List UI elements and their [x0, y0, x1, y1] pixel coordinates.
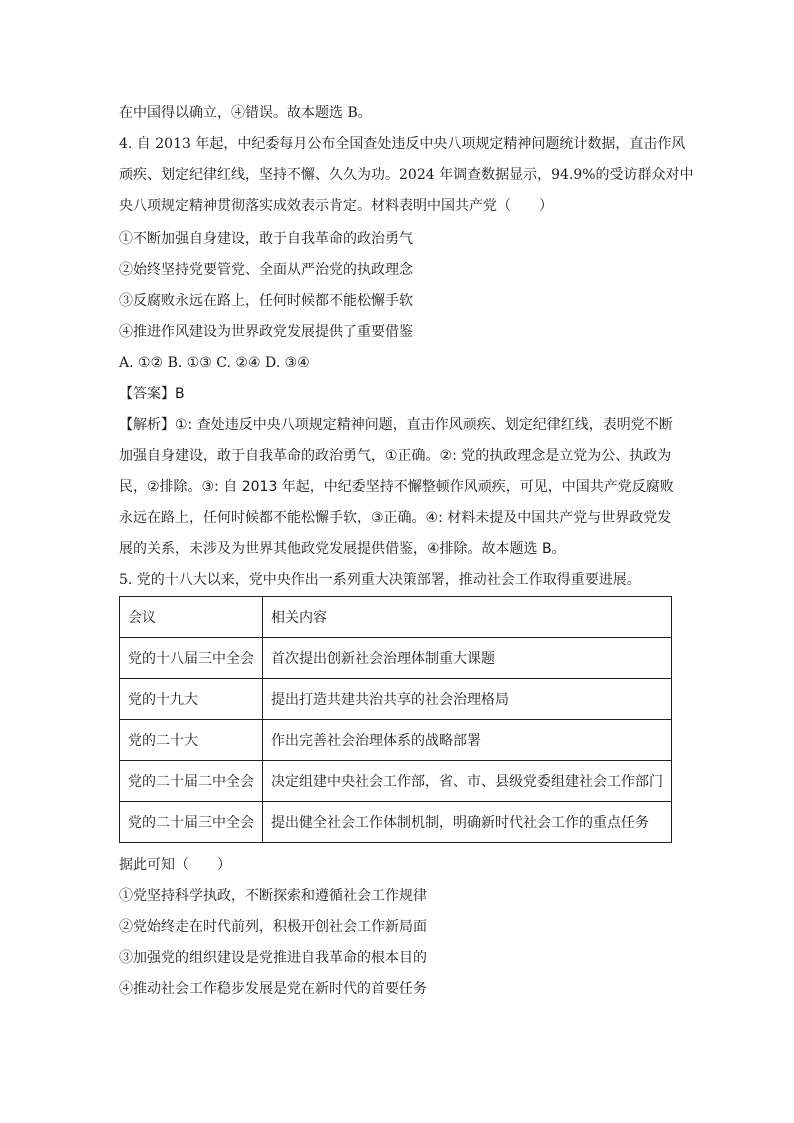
table-row	[120, 638, 672, 679]
table-row	[120, 761, 672, 802]
table-header-row	[120, 597, 672, 638]
question-5-prompt: 据此可知（ ）	[119, 857, 231, 873]
table-header-cell: 相关内容	[263, 597, 672, 638]
question-4-stem: 央八项规定精神贯彻落实成效表示肯定。材料表明中国共产党（ ）	[119, 198, 553, 214]
question-4-option-1: ①不断加强自身建设，敢于自我革命的政治勇气	[119, 231, 413, 247]
question-5-option-1: ①党坚持科学执政，不断探索和遵循社会工作规律	[119, 888, 427, 904]
table-cell: 党的十八届三中全会	[120, 638, 263, 679]
question-4-choices: A. ①② B. ①③ C. ②④ D. ③④	[119, 355, 310, 371]
question-4-option-3: ③反腐败永远在路上，任何时候都不能松懈手软	[119, 293, 413, 309]
table-cell: 党的二十届二中全会	[120, 761, 263, 802]
table-cell: 决定组建中央社会工作部，省、市、县级党委组建社会工作部门	[263, 761, 672, 802]
question-4-explanation: 【解析】①: 查处违反中央八项规定精神问题，直击作风顽疾、划定纪律红线，表明党不断	[119, 417, 673, 433]
question-4-explanation: 民，②排除。③: 自 2013 年起，中纪委坚持不懈整顿作风顽疾，可见，中国共产党反腐败	[119, 479, 674, 495]
table-row	[120, 802, 672, 843]
table-cell: 党的二十大	[120, 720, 263, 761]
question-4-explanation: 永远在路上，任何时候都不能松懈手软，③正确。④: 材料未提及中国共产党与世界政党发	[119, 510, 672, 526]
question-4-stem: 顽疾、划定纪律红线，坚持不懈、久久为功。2024 年调查数据显示，94.9%的受访群众对中	[119, 167, 694, 183]
table-header-cell: 会议	[120, 597, 263, 638]
table-cell: 提出健全社会工作体制机制，明确新时代社会工作的重点任务	[263, 802, 672, 843]
meetings-table	[119, 596, 672, 843]
table-row	[120, 720, 672, 761]
question-4-explanation: 展的关系，未涉及为世界其他政党发展提供借鉴，④排除。故本题选 B。	[119, 541, 566, 557]
question-4-answer: 【答案】B	[119, 386, 185, 402]
question-5-stem: 5. 党的十八大以来，党中央作出一系列重大决策部署，推动社会工作取得重要进展。	[119, 572, 641, 588]
table-cell: 提出打造共建共治共享的社会治理格局	[263, 679, 672, 720]
question-4-explanation: 加强自身建设，敢于自我革命的政治勇气，①正确。②: 党的执政理念是立党为公、执政为	[119, 448, 672, 464]
question-4-option-4: ④推进作风建设为世界政党发展提供了重要借鉴	[119, 324, 413, 340]
question-5-option-2: ②党始终走在时代前列，积极开创社会工作新局面	[119, 919, 427, 935]
table-cell: 党的二十届三中全会	[120, 802, 263, 843]
question-4-stem: 4. 自 2013 年起，中纪委每月公布全国查处违反中央八项规定精神问题统计数据，直击作风	[119, 136, 686, 152]
question-5-option-3: ③加强党的组织建设是党推进自我革命的根本目的	[119, 950, 427, 966]
table-cell: 首次提出创新社会治理体制重大课题	[263, 638, 672, 679]
question-4-option-2: ②始终坚持党要管党、全面从严治党的执政理念	[119, 262, 413, 278]
text-line: 在中国得以确立，④错误。故本题选 B。	[119, 105, 372, 121]
table-cell: 作出完善社会治理体系的战略部署	[263, 720, 672, 761]
table-cell: 党的十九大	[120, 679, 263, 720]
table-row	[120, 679, 672, 720]
question-5-option-4: ④推动社会工作稳步发展是党在新时代的首要任务	[119, 981, 427, 997]
